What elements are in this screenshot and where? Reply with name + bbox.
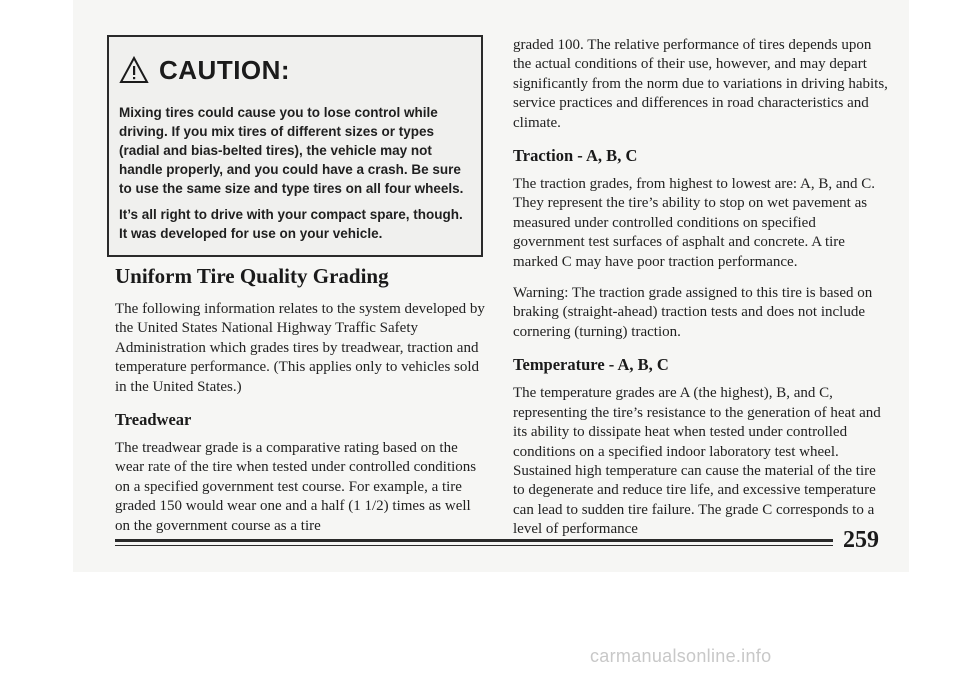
page-number: 259 xyxy=(843,527,879,553)
caution-paragraph-compact-spare: It’s all right to drive with your compact spare, though. It was developed for use on your vehicle. xyxy=(119,207,463,241)
caution-title: CAUTION: xyxy=(159,54,291,85)
watermark-text: carmanualsonline.info xyxy=(590,646,772,666)
section-title: Uniform Tire Quality Grading xyxy=(115,264,389,288)
traction-paragraph: The traction grades, from highest to lowest are: A, B, and C. They represent the tire’s ability to stop on wet pavement as measured under controlled conditions on specified government test surfaces of asphalt and concrete. A tire marked C may have poor traction performance. xyxy=(513,176,875,270)
temperature-paragraph: The temperature grades are A (the highest), B, and C, representing the tire’s resistance to the generation of heat and its ability to dissipate heat when tested under controlled conditions on a specified indoor laboratory test wheel. Sustained high temperature can cause the material of the tire to degenerate and reduce tire life, and excessive temperature can lead to sudden tire failure. The grade C corresponds to a level of performance xyxy=(513,385,881,538)
caution-header xyxy=(119,51,473,89)
temperature-heading: Temperature - A, B, C xyxy=(513,355,669,375)
treadwear-paragraph: The treadwear grade is a comparative rating based on the wear rate of the tire when tested under controlled conditions on a specified government test course. For example, a tire graded 150 would wear one and a half (1 1/2) times as well on the government course as a tire xyxy=(115,440,477,534)
warning-triangle-icon xyxy=(119,56,149,84)
intro-paragraph: The following information relates to the system developed by the United States National Highway Traffic Safety Administration which grades tires by treadwear, traction and temperature performance. (This applies only to vehicles sold in the United States.) xyxy=(115,301,485,395)
left-column xyxy=(115,263,485,548)
treadwear-heading: Treadwear xyxy=(115,410,192,430)
right-column xyxy=(513,36,888,552)
footer-rule-thick xyxy=(115,539,833,542)
caution-paragraph-mixing-tires: Mixing tires could cause you to lose control while driving. If you mix tires of different sizes or types (radial and bias-belted tires), the vehicle may not handle properly, and you could have a crash. Be sure to use the same size and type tires on all four wheels. xyxy=(119,105,464,196)
continuation-paragraph: graded 100. The relative performance of tires depends upon the actual conditions of their use, however, and may depart significantly from the norm due to variations in driving habits, service practices and differences in road characteristics and climate. xyxy=(513,37,888,131)
footer-rule xyxy=(115,539,833,549)
caution-box xyxy=(107,35,483,257)
warning-paragraph: Warning: The traction grade assigned to this tire is based on braking (straight-ahead) traction tests and does not include cornering (turning) traction. xyxy=(513,285,873,340)
traction-heading: Traction - A, B, C xyxy=(513,146,638,166)
footer-rule-thin xyxy=(115,545,833,546)
